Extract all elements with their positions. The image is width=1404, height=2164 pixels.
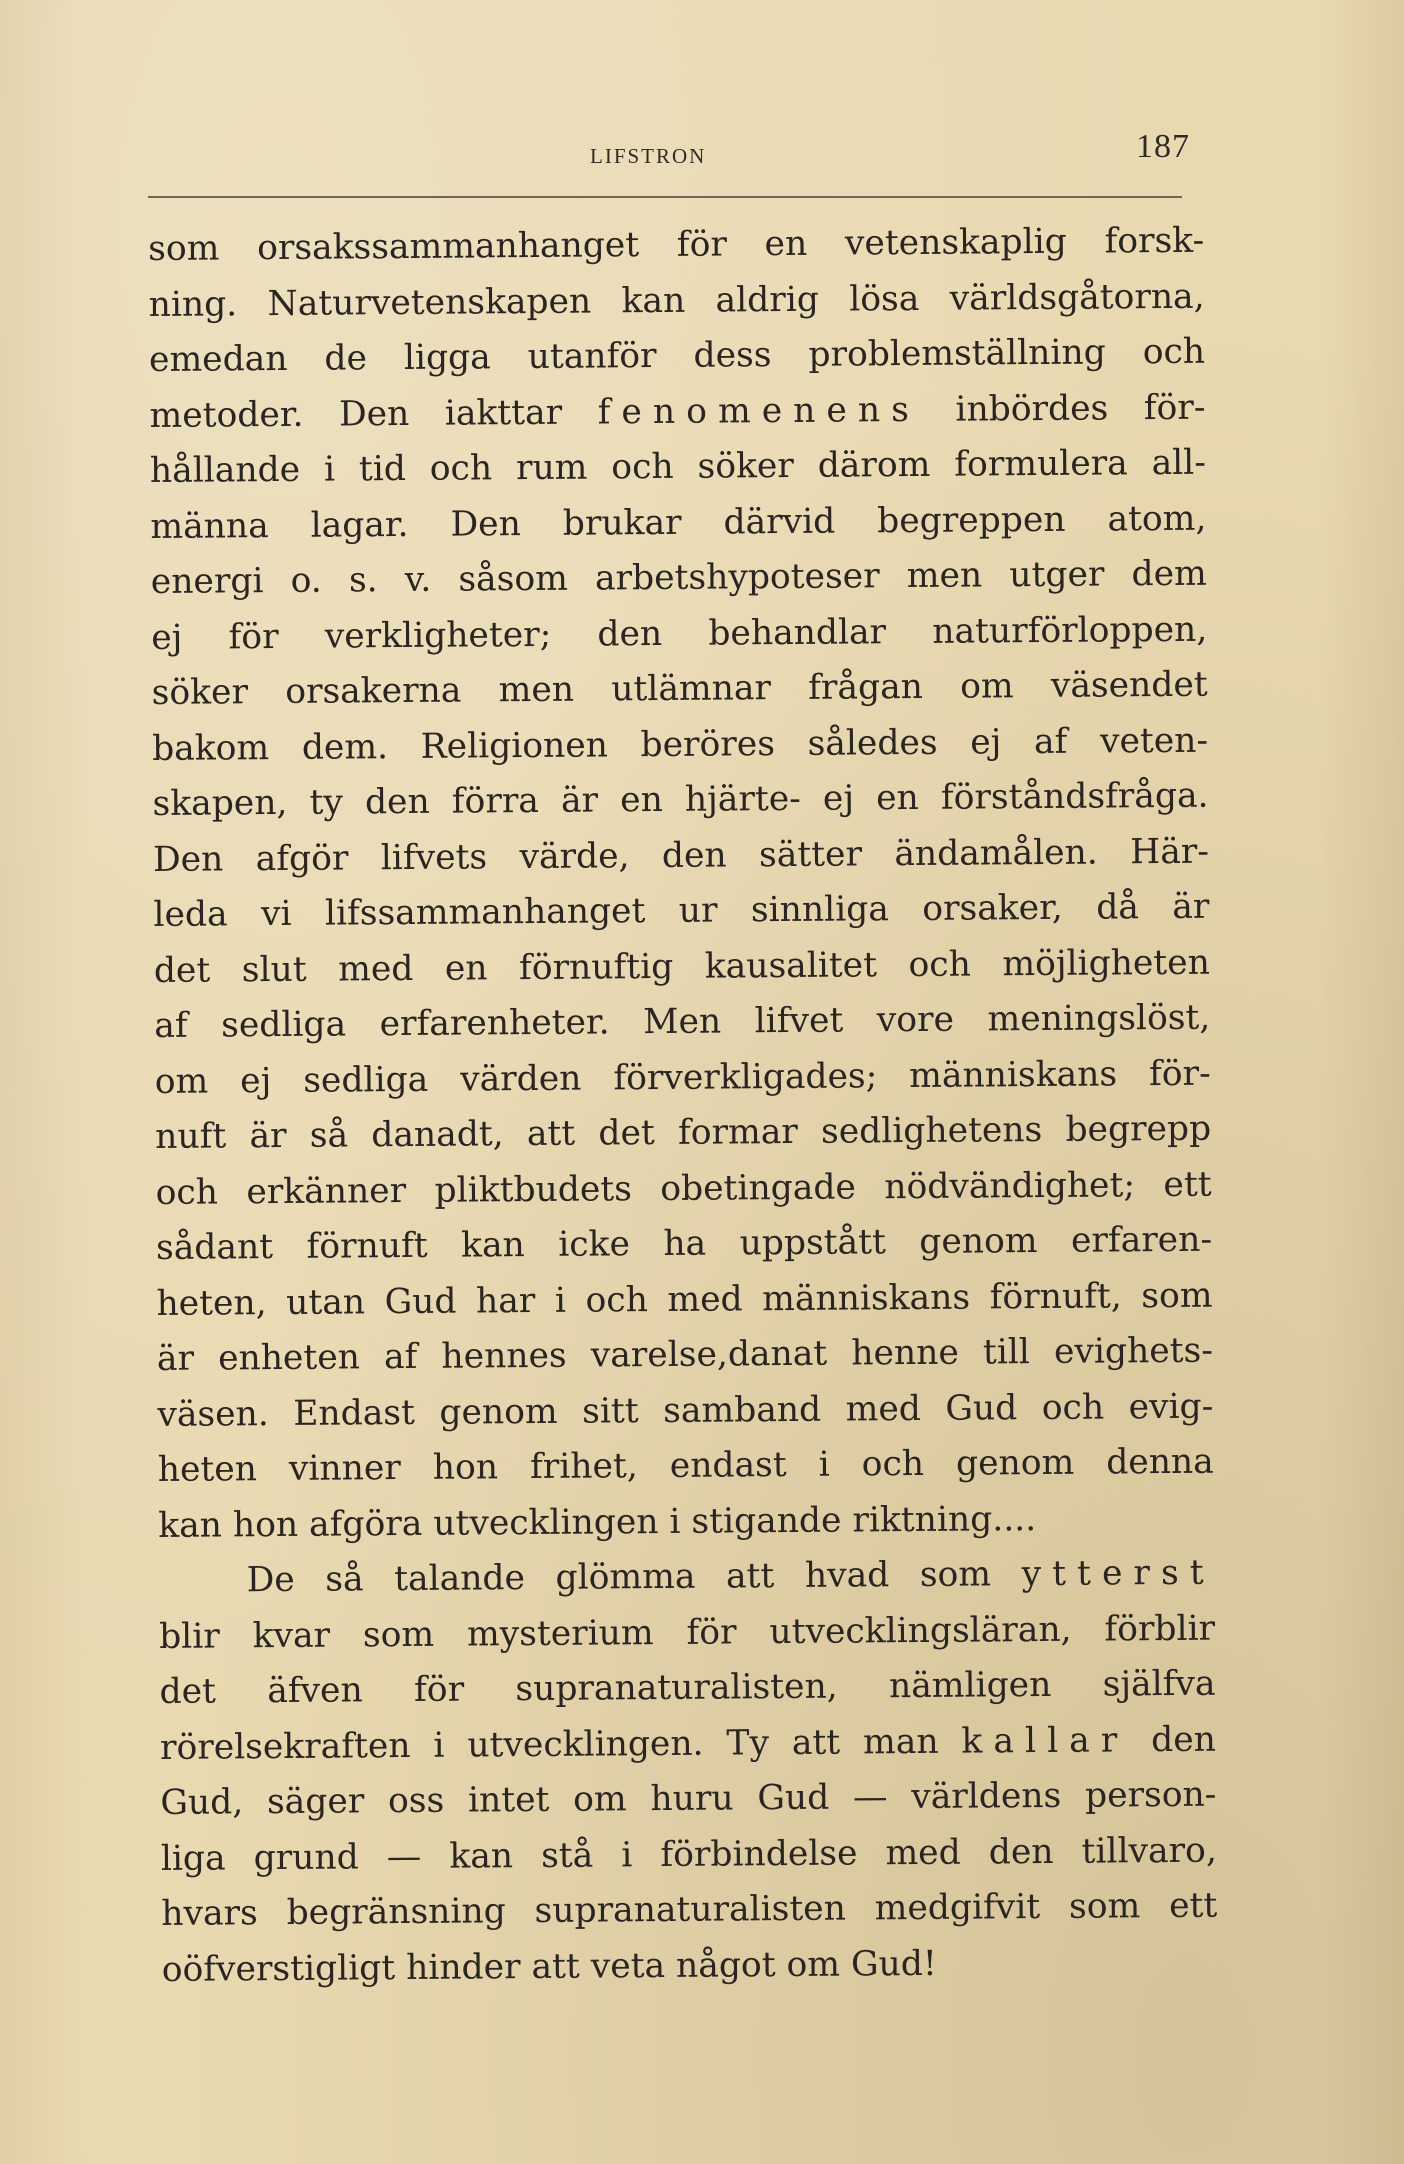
text-line: sådant förnuft kan icke ha uppstått genom erfaren- — [155, 1219, 1213, 1268]
emphasis-text: fenomenens — [597, 389, 921, 432]
paragraph-first-line — [158, 1546, 1214, 1610]
text-line: Gud, säger oss intet om huru Gud — världens person- — [160, 1774, 1217, 1823]
text-line: är enheten af hennes varelse,danat henne till evighets- — [156, 1330, 1214, 1379]
page-number: 187 — [1136, 128, 1190, 165]
text-line: Den afgör lifvets värde, den sätter ändamålen. Här- — [152, 831, 1210, 880]
emphasis-text: kallar — [961, 1719, 1129, 1762]
header-rule — [148, 196, 1182, 198]
text-line: det äfven för supranaturalisten, nämligen själfva — [159, 1663, 1216, 1712]
text-segment: De så talande glömma att hvad som — [246, 1554, 1022, 1601]
text-line: heten vinner hon frihet, endast i och genom denna — [157, 1441, 1214, 1490]
text-line: heten, utan Gud har i och med människans förnuft, som — [156, 1275, 1213, 1324]
emphasis-text: ytterst — [1021, 1552, 1215, 1595]
text-line: energi o. s. v. såsom arbetshypoteser men utger dem — [150, 553, 1207, 602]
text-line: väsen. Endast genom sitt samband med Gud och evig- — [157, 1386, 1214, 1435]
text-line: nuft är så danadt, att det formar sedlighetens begrepp — [155, 1108, 1212, 1157]
text-line: oöfverstigligt hinder att veta något om Gud! — [161, 1943, 937, 1990]
text-line: blir kvar som mysterium för utvecklingsläran, förblir — [158, 1608, 1216, 1657]
text-segment: rörelsekraften i utvecklingen. Ty att man — [159, 1721, 962, 1768]
text-line: männa lagar. Den brukar därvid begreppen atom, — [150, 498, 1207, 547]
text-line: leda vi lifssammanhanget ur sinnliga orsaker, då är — [153, 886, 1210, 935]
text-line — [160, 1712, 1216, 1776]
text-line: emedan de ligga utanför dess problemställning och — [148, 331, 1206, 380]
text-line: bakom dem. Religionen beröres således ej af veten- — [151, 720, 1209, 769]
text-line: skapen, ty den förra är en hjärte- ej en förståndsfråga. — [152, 775, 1209, 824]
body-text — [148, 214, 1218, 1998]
text-line: hvars begränsning supranaturalisten medgifvit som ett — [161, 1885, 1218, 1934]
running-head — [150, 128, 1190, 188]
text-line: söker orsakerna men utlämnar frågan om väsendet — [151, 664, 1208, 713]
text-line: som orsakssammanhanget för en vetenskaplig forsk- — [148, 220, 1205, 269]
text-line: hållande i tid och rum och söker därom formulera all- — [149, 442, 1207, 491]
text-segment: inbördes för- — [919, 387, 1206, 430]
text-line: kan hon afgöra utvecklingen i stigande riktning.... — [158, 1498, 1037, 1546]
text-line: ning. Naturvetenskapen kan aldrig lösa världsgåtorna, — [148, 276, 1205, 325]
running-title: LIFSTRON — [590, 144, 707, 168]
text-line — [149, 380, 1205, 444]
text-line: och erkänner pliktbudets obetingade nödvändighet; ett — [155, 1164, 1212, 1213]
text-line: af sedliga erfarenheter. Men lifvet vore meningslöst, — [154, 997, 1211, 1046]
text-line: det slut med en förnuftig kausalitet och möjligheten — [153, 942, 1211, 991]
text-line: ej för verkligheter; den behandlar naturförloppen, — [151, 609, 1208, 658]
text-segment: den — [1128, 1719, 1217, 1760]
text-segment: metoder. Den iakttar — [149, 391, 598, 436]
text-line: liga grund — kan stå i förbindelse med den tillvaro, — [160, 1830, 1217, 1879]
text-line: om ej sedliga värden förverkligades; människans för- — [154, 1053, 1211, 1102]
